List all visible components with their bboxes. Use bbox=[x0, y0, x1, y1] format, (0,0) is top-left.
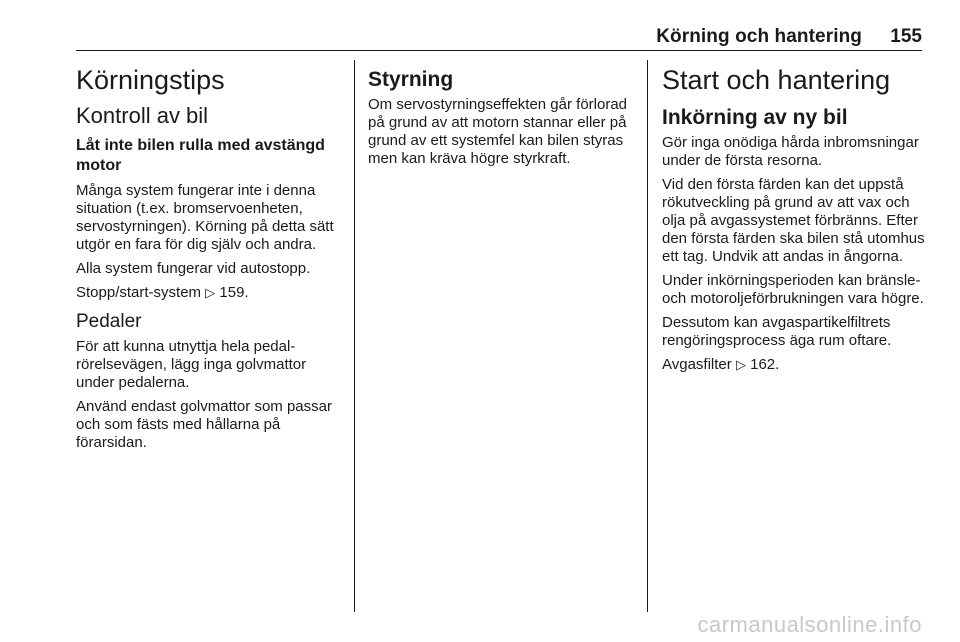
paragraph: Vid den första färden kan det uppstå rökutveckling på grund av att vax och olja på avgassystemet förbränns. Efter den första färden ska bilen stå utomhus ett tag. Undvik att andas in ångorna. bbox=[662, 176, 925, 265]
paragraph: Under inkörningsperioden kan bränsle- och motoroljeförbrukningen vara högre. bbox=[662, 272, 924, 307]
cross-ref-page[interactable]: 162. bbox=[750, 356, 780, 373]
paragraph-cross-ref bbox=[76, 284, 348, 302]
column-3 bbox=[662, 60, 928, 380]
paragraph: Många system fungerar inte i denna situation (t.ex. bromservoenheten, servostyrningen). Körning på detta sätt utgör en fara för dig själv och andra. bbox=[76, 182, 334, 253]
column-2 bbox=[368, 60, 636, 174]
paragraph: Använd endast golvmattor som passar och som fästs med hållarna på förarsidan. bbox=[76, 398, 332, 451]
heading-pedaler: Pedaler bbox=[76, 311, 142, 332]
cross-ref-page[interactable]: 159. bbox=[219, 284, 249, 301]
page-number: 155 bbox=[890, 26, 922, 47]
section-title-korningstips: Körningstips bbox=[76, 65, 225, 95]
page-ref-arrow-icon: ▷ bbox=[735, 357, 746, 372]
column-divider-2 bbox=[647, 60, 648, 612]
paragraph: Alla system fungerar vid autostopp. bbox=[76, 260, 311, 277]
paragraph: Om servostyrningseffekten går förlorad på grund av att motorn stannar eller på grund av ett systemfel kan bilen styras men kan kräva högre styrkraft. bbox=[368, 96, 628, 167]
paragraph: Gör inga onödiga hårda inbromsningar under de första resorna. bbox=[662, 134, 919, 169]
header-title: Körning och hantering bbox=[656, 26, 862, 47]
heading-styrning: Styrning bbox=[368, 68, 454, 91]
cross-ref-text: Stopp/start-system bbox=[76, 284, 202, 301]
section-title-start: Start och hantering bbox=[662, 65, 891, 95]
subsection-title-kontroll: Kontroll av bil bbox=[76, 103, 209, 128]
paragraph: Dessutom kan avgaspartikelfiltrets rengöringsprocess äga rum oftare. bbox=[662, 314, 892, 349]
page-ref-arrow-icon: ▷ bbox=[205, 285, 216, 300]
paragraph: För att kunna utnyttja hela pedalrörelsevägen, lägg inga golvmattor under pedalerna. bbox=[76, 338, 307, 391]
cross-ref-text: Avgasfilter bbox=[662, 356, 732, 373]
watermark: carmanualsonline.info bbox=[697, 612, 922, 637]
heading-rulla: Låt inte bilen rulla med avstängd motor bbox=[76, 137, 325, 174]
subsection-title-inkorning: Inkörning av ny bil bbox=[662, 106, 848, 129]
column-1 bbox=[76, 60, 348, 458]
paragraph-cross-ref bbox=[662, 356, 928, 374]
header-rule bbox=[76, 50, 922, 51]
column-divider-1 bbox=[354, 60, 355, 612]
